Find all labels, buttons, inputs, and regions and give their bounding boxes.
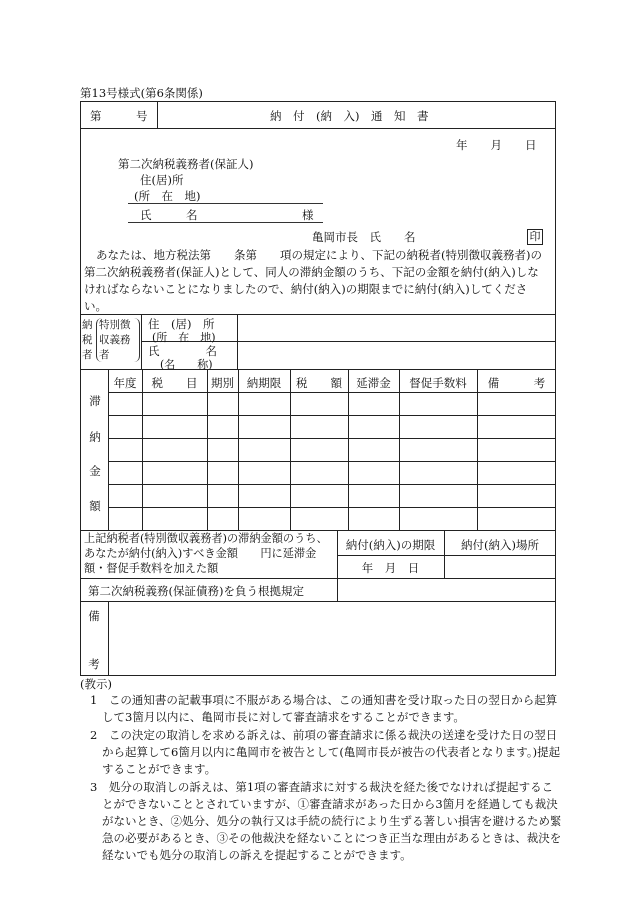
summary-text: 上記納税者(特別徴収義務者)の滞納金額のうち、あなたが納付(納入)すべき金額 円に延滞金額・督促手数料を加えた額	[84, 532, 328, 575]
issuer-label: 亀岡市長 氏 名	[312, 230, 416, 244]
arrears-side-label-1: 滞	[89, 394, 101, 408]
body-text: あなたは、地方税法第 条第 項の規定により、下記の納税者(特別徴収義務者)の第二次納税義務者(保証人)として、同人の滞納金額のうち、下記の金額を納付(納入)しなければならないことになりましたので、納付(納入)の期限までに納付(納入)してください。	[84, 248, 542, 313]
col-period: 期別	[211, 376, 234, 390]
taxpayer-name-label-alt: (名 称)	[160, 358, 213, 371]
col-due-date: 納期限	[246, 376, 282, 390]
col-tax-amount: 税 額	[296, 376, 342, 390]
col-year: 年度	[113, 376, 137, 390]
form-title: 納 付 (納 入) 通 知 書	[270, 109, 429, 123]
addressee-address-label: 住(居)所	[140, 173, 184, 187]
seal-mark: 印	[527, 229, 543, 245]
addressee-honorific: 様	[302, 208, 314, 222]
col-remarks: 備 考	[487, 376, 546, 390]
notes-heading: (教示)	[80, 677, 112, 691]
arrears-side-label-4: 額	[89, 499, 101, 513]
deadline-value: 年 月 日	[361, 561, 420, 575]
date-line: 年 月 日	[456, 138, 537, 152]
addressee-name-label: 氏 名	[140, 208, 198, 222]
taxpayer-name-label: 氏 名	[148, 344, 217, 358]
taxpayer-label: 納税者	[82, 319, 93, 361]
form-id: 第13号様式(第6条関係)	[80, 86, 203, 100]
taxpayer-address-label: 住 (居) 所	[148, 317, 215, 331]
note-item-3: 3 処分の取消しの訴えは、第1項の審査請求に対する裁決を経た後でなければ提起することができないこととされていますが、①審査請求があった日から3箇月を経過しても裁決がないとき、②処分、処分の執行又は手続の続行により生ずる著しい損害を避けるため緊急の必要があるとき、③その他裁決を経ないことにつき正当な理由があるときは、裁決を経ないでも処分の取消しの訴えを提起することができます。	[90, 780, 562, 862]
addressee-address-label-alt: (所 在 地)	[134, 189, 201, 203]
taxpayer-address-label-alt: (所 在 地)	[152, 331, 216, 344]
number-label: 第 号	[90, 109, 148, 123]
col-late-fee: 延滞金	[356, 376, 391, 390]
note-item-1: 1 この通知書の記載事項に不服がある場合は、この通知書を受け取った日の翌日から起算して3箇月以内に、亀岡市長に対して審査請求をすることができます。	[90, 693, 558, 724]
remarks-label-2: 考	[88, 657, 100, 671]
col-tax-item: 税 目	[151, 376, 198, 390]
basis-label: 第二次納税義務(保証債務)を負う根拠規定	[88, 584, 304, 598]
col-reminder-fee: 督促手数料	[409, 376, 467, 390]
arrears-side-label-3: 金	[89, 464, 101, 478]
payment-place-label: 納付(納入)場所	[461, 538, 539, 552]
addressee-heading: 第二次納税義務者(保証人)	[118, 157, 254, 171]
deadline-label: 納付(納入)の期限	[345, 538, 436, 552]
remarks-label-1: 備	[88, 609, 100, 623]
arrears-side-label-2: 納	[89, 430, 101, 444]
special-collector-label: 特別徴収義務者	[96, 318, 140, 362]
note-item-2: 2 この決定の取消しを求める訴えは、前項の審査請求に係る裁決の送達を受けた日の翌日から起算して6箇月以内に亀岡市を被告として(亀岡市長が被告の代表者となります。)提起することができます。	[90, 728, 561, 776]
